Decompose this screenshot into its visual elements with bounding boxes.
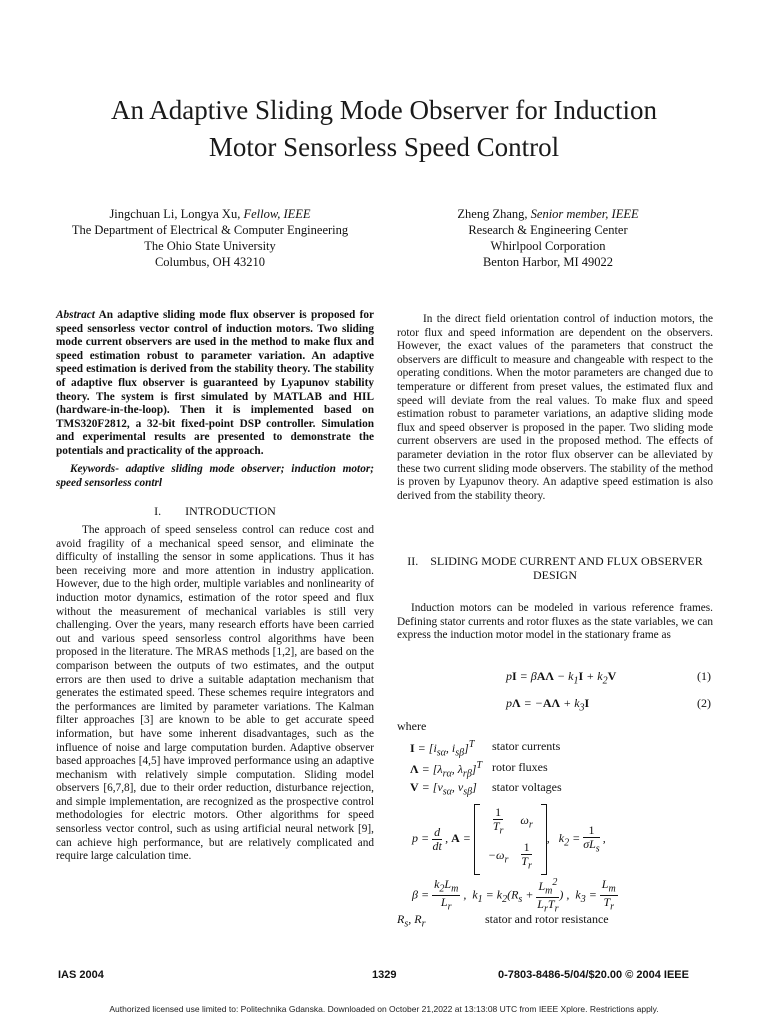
section-heading-introduction: I. INTRODUCTION <box>154 504 276 518</box>
affiliation-line: Benton Harbor, MI 49022 <box>482 255 614 269</box>
definition-text: stator currents <box>492 739 561 753</box>
equation-number: (2) <box>697 696 711 710</box>
footer-copyright: 0-7803-8486-5/04/$20.00 © 2004 IEEE <box>498 969 689 981</box>
abstract-text: An adaptive sliding mode flux observer is proposed for speed sensorless vector control of induction motors. Two sliding mode current observers are used in the method to make flux and speed estimation robust to parameter variation. An adaptive speed estimation is derived from the stability theory. The stability of adaptive flux observer is guaranteed by Lyapunov stability theory. The system is first simulated by MATLAB and HIL (hardware-in-the-loop). Then it is implemented based on TMS320F2812, a 32-bit fixed-point DSP controller. Simulation and experimental results are presented to demonstrate the potentials and practicality of the approach. <box>56 309 375 457</box>
paper-title <box>40 92 728 166</box>
definition-resistances: $R_s$, $R_r$ stator and rotor resistance <box>397 912 609 930</box>
definition-stator-currents: $I = [i_{s\alpha}$, $i_{s\beta}]^T$ stator currents <box>410 739 561 759</box>
affiliation-line: Research & Engineering Center <box>468 223 628 237</box>
definition-text: rotor fluxes <box>492 760 548 774</box>
affiliation-line: Whirlpool Corporation <box>490 239 606 253</box>
footer-conference: IAS 2004 <box>58 969 104 981</box>
section-heading-observer-design: II. SLIDING MODE CURRENT AND FLUX OBSERVER DESIGN <box>407 554 703 582</box>
section2-paragraph: Induction motors can be modeled in various reference frames. Defining stator currents and rotor fluxes as the state variables, we can express the induction motor model in the stationary frame as <box>397 602 713 642</box>
author-names: Jingchuan Li, Longya Xu, <box>109 207 241 221</box>
affiliation-line: The Ohio State University <box>144 239 276 253</box>
author-role: Fellow, IEEE <box>243 207 311 221</box>
title-line-2: Motor Sensorless Speed Control <box>208 132 560 162</box>
introduction-paragraph: The approach of speed senseless control can reduce cost and avoid fragility of a mechanical speed sensor, and eliminate the difficulty of installing the sensor in some applications. Thus it has been receiving more and more attention in industry application. However, due to the high order, multiple variables and nonlinearity of induction motor dynamics, estimation of the rotor speed and flux without the measurement of mechanical variables is still very challenging. Over the years, many research efforts have been carried out and various speed sensorless control algorithms have been proposed in the literature. The MRAS methods [1,2], are based on the comparison between the outputs of two estimates, and the output errors are then used to drive a suitable adaptation mechanism that generates the estimated speed. These schemes require integrators and the performances are limited by parameter variations. The Kalman filter approaches [3] are known to be able to get accurate speed information, but have some inherent disadvantages, such as the influence of noise and large computation burden. Adaptive observer based approaches [4,5] have improved performance using an adaptive mechanism with relatively simple computation. Sliding model observers [6,7,8], due to their order reduction, disturbance rejection, and simple implementation, are recognized as the prospective control methodologies for electric motors. Other algorithms for speed sensorless vector control, such as using artificial neural network [9], can achieve high performance, but are relatively complicated and require large calculation time. <box>56 524 374 863</box>
equation-1: pI = $\beta A\Lambda - k_1I + k_2V$ <box>506 669 617 687</box>
abstract-label: Abstract <box>56 309 95 321</box>
definition-text: stator and rotor resistance <box>485 912 609 926</box>
page-number: 1329 <box>372 969 397 981</box>
definition-text: stator voltages <box>492 780 562 794</box>
equation-number: (1) <box>697 669 711 683</box>
author-block-right <box>398 206 698 270</box>
author-role: Senior member, IEEE <box>530 207 639 221</box>
affiliation-line: Columbus, OH 43210 <box>154 255 266 269</box>
equation-2: $p\Lambda = -A\Lambda + k_3I$ <box>506 696 590 714</box>
definition-rotor-fluxes: $\Lambda = [\lambda_{r\alpha}$, $\lambda_{r\beta}]^T$ rotor fluxes <box>410 760 548 780</box>
author-names: Zheng Zhang, <box>457 207 528 221</box>
right-column-paragraph: In the direct field orientation control of induction motors, the rotor flux and speed information are dependent on the observers. However, the exact values of the parameters that construct the observers are difficult to measure and changeable with respect to the operating conditions. When the motor parameters are changed due to temperature or different from preset values, the estimated flux and speed will deviate from the real values. To make flux and speed estimation robust to parameter variations, an adaptive sliding mode flux and speed observer is proposed in the paper. Two sliding mode current observers are used in the proposed method. The effects of parameter deviation in the rotor flux observer can be alleviated by these two current sliding mode observers. The stability of the method is proven by Lyapunov theory. An adaptive speed estimation is also derived from the stability theory. <box>397 313 713 502</box>
where-label: where <box>397 719 427 733</box>
author-block-left <box>60 206 360 270</box>
equation-coefficients: β = $\frac{k_2L_m}{L_r}$ , $k_1 = k_2(R_s$ + $\frac{L_m^2}{L_rT_r}$ ) , $k_3$ = $\frac{L_m}{T_r}$ <box>412 877 616 915</box>
affiliation-line: The Department of Electrical & Computer Engineering <box>71 223 349 237</box>
title-line-1: An Adaptive Sliding Mode Observer for Induction <box>111 95 657 125</box>
definition-stator-voltages: $V = [v_{s\alpha}$, $v_{s\beta}$] stator voltages <box>410 780 562 798</box>
license-footnote: Authorized licensed use limited to: Politechnika Gdanska. Downloaded on October 21,2022 at 13:13:08 UTC from IEEE Xplore. Restrictions apply. <box>109 1004 659 1014</box>
abstract <box>56 309 374 459</box>
equation-operator-and-matrix: p = $\frac{d}{dt}$ , A = $\frac{1}{T_r}$ $\omega_r$ $-\omega_r$ $\frac{1}{T_r}$ , $k_2$ = $\frac{1}{\sigma L_s}$ , <box>412 804 606 875</box>
keywords: Keywords- adaptive sliding mode observer; induction motor; speed sensorless contrl <box>56 463 374 489</box>
